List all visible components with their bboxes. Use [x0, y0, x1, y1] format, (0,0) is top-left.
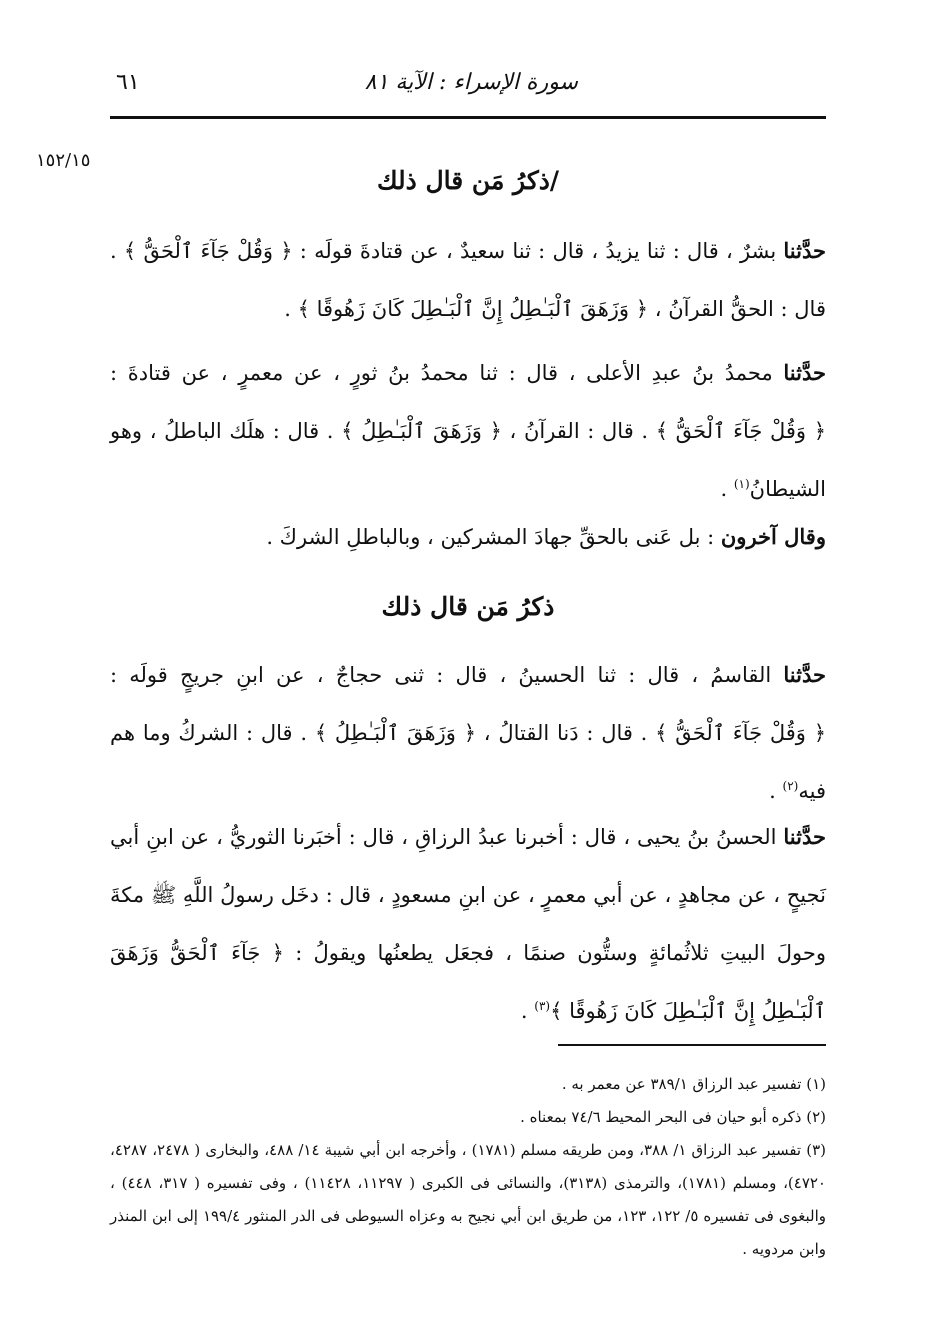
footnote-marker: (٢) — [782, 779, 799, 793]
quran-quote: ﴿ وَزَهَقَ ٱلْبَـٰطِلُ ﴾ — [314, 721, 476, 745]
section-heading: ذكرُ مَن قال ذلك — [381, 592, 555, 621]
paragraph-text: القاسمُ ، قال : ثنا الحسينُ ، قال : ثنى حجاجٌ ، عن ابنِ جريجٍ قولَه : — [110, 663, 784, 687]
page-number: ٦١ — [116, 70, 140, 95]
paragraph-text: . — [284, 297, 298, 321]
paragraph — [110, 344, 826, 518]
footnote-marker: (٣) — [534, 999, 551, 1013]
paragraph — [110, 508, 826, 566]
paragraph-text: الحسنُ بنُ يحيى ، قال : أخبرنا عبدُ الرزاقِ ، قال : أخبَرنا الثوريُّ ، عن ابنِ أبي نَجيحٍ ، عن مجاهدٍ ، عن أبي معمرٍ ، عن ابنِ مسعودٍ ، قال : دخَل رسولُ اللَّهِ ﷺ مكةَ وحولَ البيتِ ثلاثُمائةٍ وستُّون صنمًا ، فجعَل يطعنُها ويقولُ : — [110, 825, 826, 965]
paragraph-text: . — [720, 477, 734, 501]
section-heading: /ذكرُ مَن قال ذلك — [376, 166, 560, 195]
footnote-rule — [558, 1044, 826, 1046]
paragraph — [110, 646, 826, 820]
quran-quote: ﴿ وَقُلْ جَآءَ ٱلْحَقُّ ﴾ — [123, 239, 293, 263]
narration-lead: حدَّثنا — [783, 360, 826, 385]
margin-reference: ١٥٢/١٥ — [36, 150, 91, 171]
narration-lead: حدَّثنا — [783, 824, 826, 849]
paragraph-text: محمدُ بنُ عبدِ الأعلى ، قال : ثنا محمدُ بنُ ثورٍ ، عن معمرٍ ، عن قتادةَ : — [110, 361, 784, 385]
header-rule — [110, 116, 826, 119]
footnote-marker: (١) — [733, 477, 750, 491]
footnotes — [110, 1068, 826, 1266]
paragraph-text: . قال : هلَك الباطلُ ، وهو الشيطانُ — [110, 419, 826, 501]
paragraph-text: . — [769, 779, 783, 803]
narration-lead: حدَّثنا — [783, 662, 826, 687]
page-header — [110, 68, 828, 114]
quran-quote: ﴿ وَقُلْ جَآءَ ٱلْحَقُّ ﴾ — [655, 721, 827, 745]
footnote: (٣) تفسير عبد الرزاق ١/ ٣٨٨، ومن طريقه مسلم (١٧٨١) ، وأخرجه ابن أبي شيبة ١٤/ ٤٨٨، والبخارى ( ٢٤٧٨، ٤٢٨٧، ٤٧٢٠)، ومسلم (١٧٨١)، والترمذى (٣١٣٨)، والنسائى فى الكبرى ( ١١٢٩٧، ١١٤٢٨) ، وفى تفسيره ( ٣١٧، ٤٤٨) ، والبغوى فى تفسيره ٥/ ١٢٢، ١٢٣، من طريق ابن أبي نجيح به وعزاه السيوطى فى الدر المنثور ١٩٩/٤ إلى ابن المنذر وابن مردويه . — [110, 1141, 826, 1258]
quran-quote: ﴿ وَقُلْ جَآءَ ٱلْحَقُّ ﴾ — [655, 419, 827, 443]
footnote: (١) تفسير عبد الرزاق ٣٨٩/١ عن معمر به . — [561, 1075, 826, 1093]
paragraph-text: . قال : الحقُّ القرآنُ ، — [110, 239, 826, 321]
quran-quote: ﴿ جَآءَ ٱلْحَقُّ وَزَهَقَ ٱلْبَـٰطِلُ إِنَّ ٱلْبَـٰطِلَ كَانَ زَهُوقًا ﴾ — [110, 941, 826, 1023]
narration-lead: حدَّثنا — [783, 238, 826, 263]
quran-quote: ﴿ وَزَهَقَ ٱلْبَـٰطِلُ إِنَّ ٱلْبَـٰطِلَ كَانَ زَهُوقًا ﴾ — [297, 297, 649, 321]
paragraph-text: : بل عَنى بالحقِّ جهادَ المشركين ، وبالباطلِ الشركَ . — [266, 525, 721, 549]
paragraph-text: . قال : دَنا القتالُ ، — [476, 721, 656, 745]
paragraph-text: . قال : الشركُ وما هم فيه — [110, 721, 826, 803]
quran-quote: ﴿ وَزَهَقَ ٱلْبَـٰطِلُ ﴾ — [341, 419, 502, 443]
paragraph-text: . قال : القرآنُ ، — [501, 419, 656, 443]
paragraph-text: . — [520, 999, 535, 1023]
paragraph-text: بشرٌ ، قال : ثنا يزيدُ ، قال : ثنا سعيدٌ ، عن قتادةَ قولَه : — [292, 239, 784, 263]
running-title: سورة الإسراء : الآية ٨١ — [364, 70, 578, 95]
other-view-lead: وقال آخرون — [720, 524, 826, 549]
paragraph — [110, 222, 826, 338]
footnote: (٢) ذكره أبو حيان فى البحر المحيط ٧٤/٦ بمعناه . — [520, 1108, 826, 1126]
paragraph — [110, 808, 826, 1040]
